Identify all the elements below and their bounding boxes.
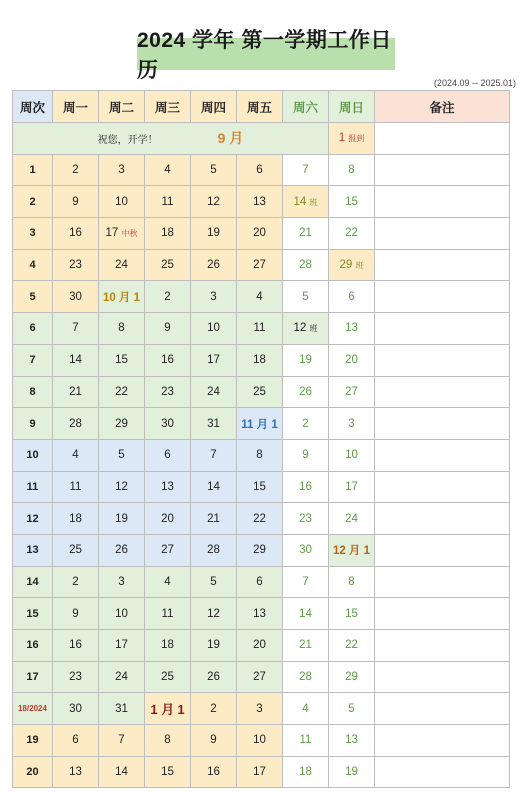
- header-row: [13, 91, 510, 123]
- day-cell: 11: [145, 598, 191, 630]
- day: 1: [177, 702, 185, 718]
- date-range: (2024.09 -- 2025.01): [433, 78, 516, 88]
- day-cell: 11: [283, 725, 329, 757]
- week-number: 13: [13, 534, 53, 566]
- day-cell: 2: [53, 566, 99, 598]
- day-cell: 7: [283, 566, 329, 598]
- holiday-tag: 中秋: [121, 229, 138, 239]
- note-cell: [375, 439, 510, 471]
- header-mon: 周一: [53, 91, 99, 123]
- day-cell: 25: [145, 249, 191, 281]
- week-row: [13, 249, 510, 281]
- day-cell: 15: [145, 756, 191, 788]
- day-cell: 31: [99, 693, 145, 725]
- day-cell: 4: [53, 439, 99, 471]
- day-cell: 5: [283, 281, 329, 313]
- day-cell: 19: [99, 503, 145, 535]
- note-cell: [375, 281, 510, 313]
- week-number: 6: [13, 313, 53, 345]
- day-cell: 17: [99, 630, 145, 662]
- day-cell: 24: [329, 503, 375, 535]
- day-cell: 24: [99, 249, 145, 281]
- day-cell: 16: [145, 344, 191, 376]
- day-cell: 16: [53, 630, 99, 662]
- day-cell: 15: [329, 186, 375, 218]
- workday-tag: 班: [355, 261, 364, 271]
- day-cell: 14: [53, 344, 99, 376]
- day-cell: 13: [329, 313, 375, 345]
- week-row: [13, 566, 510, 598]
- header-wed: 周三: [145, 91, 191, 123]
- day-cell: 18: [145, 630, 191, 662]
- day-cell: 11: [145, 186, 191, 218]
- day-cell: 6: [53, 725, 99, 757]
- day-cell: 2: [191, 693, 237, 725]
- day-cell: 13: [237, 598, 283, 630]
- day-cell: 20: [237, 630, 283, 662]
- note-cell: [375, 693, 510, 725]
- day-cell: [329, 534, 375, 566]
- day-cell: 19: [191, 218, 237, 250]
- day-cell: 20: [237, 218, 283, 250]
- cell-sun: [329, 123, 375, 155]
- week-number: 4: [13, 249, 53, 281]
- day: 14: [293, 195, 307, 208]
- day-cell: 21: [53, 376, 99, 408]
- day-cell: 21: [283, 630, 329, 662]
- day-cell: [99, 218, 145, 250]
- day-cell: 25: [145, 661, 191, 693]
- day-cell: [283, 186, 329, 218]
- week-number: 14: [13, 566, 53, 598]
- day-cell: 29: [329, 661, 375, 693]
- week-number: 12: [13, 503, 53, 535]
- day-cell: 17: [329, 471, 375, 503]
- week-number: 17: [13, 661, 53, 693]
- day-note: 报到: [348, 134, 365, 144]
- week-row: [13, 630, 510, 662]
- day-cell: 23: [53, 661, 99, 693]
- day-cell: 9: [53, 598, 99, 630]
- note-cell: [375, 218, 510, 250]
- day-cell: 31: [191, 408, 237, 440]
- week-row: [13, 218, 510, 250]
- day-cell: [99, 281, 145, 313]
- day-cell: 16: [191, 756, 237, 788]
- day-cell: 24: [99, 661, 145, 693]
- day-cell: 6: [329, 281, 375, 313]
- day: 1: [338, 132, 346, 145]
- day-cell: 17: [237, 756, 283, 788]
- day-cell: 25: [237, 376, 283, 408]
- day-cell: 3: [99, 154, 145, 186]
- day-cell: 13: [237, 186, 283, 218]
- day-cell: 19: [191, 630, 237, 662]
- week-number: 8: [13, 376, 53, 408]
- day-cell: 9: [283, 439, 329, 471]
- day-cell: 4: [237, 281, 283, 313]
- day-cell: 28: [53, 408, 99, 440]
- month-label: 10 月: [102, 291, 131, 304]
- day-cell: 10: [99, 598, 145, 630]
- day-cell: 3: [329, 408, 375, 440]
- workday-tag: 班: [309, 197, 318, 207]
- day-cell: 27: [237, 661, 283, 693]
- month-label: 12 月: [332, 545, 361, 558]
- day-cell: 10: [237, 725, 283, 757]
- week-row: [13, 661, 510, 693]
- week-number: 7: [13, 344, 53, 376]
- day-cell: 6: [237, 154, 283, 186]
- header-notes: 备注: [375, 91, 510, 123]
- day-cell: 10: [191, 313, 237, 345]
- note-cell: [375, 630, 510, 662]
- day-cell: 30: [283, 534, 329, 566]
- day-cell: 3: [237, 693, 283, 725]
- note-cell: [375, 408, 510, 440]
- week-row: [13, 471, 510, 503]
- day-cell: 13: [53, 756, 99, 788]
- day-cell: 4: [145, 154, 191, 186]
- week-number: 3: [13, 218, 53, 250]
- day-cell: 3: [191, 281, 237, 313]
- day-cell: 17: [191, 344, 237, 376]
- day-cell: 20: [329, 344, 375, 376]
- day-cell: 9: [53, 186, 99, 218]
- day-cell: 4: [283, 693, 329, 725]
- day: 1: [133, 291, 141, 304]
- day-cell: 8: [329, 154, 375, 186]
- day-cell: 4: [145, 566, 191, 598]
- workday-tag: 班: [309, 324, 318, 334]
- day-cell: 9: [191, 725, 237, 757]
- day-cell: 18: [53, 503, 99, 535]
- header-week: 周次: [13, 91, 53, 123]
- day-cell: 7: [191, 439, 237, 471]
- day-cell: 23: [283, 503, 329, 535]
- week-row: [13, 154, 510, 186]
- week-row: [13, 693, 510, 725]
- day-cell: [237, 408, 283, 440]
- day-cell: 10: [99, 186, 145, 218]
- day-cell: 2: [53, 154, 99, 186]
- week-number: 19: [13, 725, 53, 757]
- week-number: 15: [13, 598, 53, 630]
- week-number: 18/2024: [13, 693, 53, 725]
- day-cell: 2: [145, 281, 191, 313]
- day-cell: 22: [99, 376, 145, 408]
- day-cell: 15: [329, 598, 375, 630]
- note-cell: [375, 249, 510, 281]
- week-row: [13, 408, 510, 440]
- page-title: 2024 学年 第一学期工作日历: [137, 38, 395, 70]
- day-cell: 8: [237, 439, 283, 471]
- week-number: 11: [13, 471, 53, 503]
- day-cell: 18: [283, 756, 329, 788]
- week-number: 9: [13, 408, 53, 440]
- note-cell: [375, 123, 510, 155]
- day-cell: [329, 249, 375, 281]
- day-cell: 2: [283, 408, 329, 440]
- month-label: 1 月: [150, 702, 175, 718]
- note-cell: [375, 186, 510, 218]
- header-tue: 周二: [99, 91, 145, 123]
- week-number: 5: [13, 281, 53, 313]
- day-cell: 23: [145, 376, 191, 408]
- note-cell: [375, 344, 510, 376]
- week-row: [13, 725, 510, 757]
- day-cell: 11: [237, 313, 283, 345]
- day-cell: 18: [145, 218, 191, 250]
- day-cell: 24: [191, 376, 237, 408]
- day-cell: 7: [99, 725, 145, 757]
- banner-month: 9 月: [217, 130, 244, 147]
- week-row: [13, 313, 510, 345]
- week-row: [13, 281, 510, 313]
- week-number: 10: [13, 439, 53, 471]
- day-cell: 22: [329, 218, 375, 250]
- week-row: [13, 598, 510, 630]
- day-cell: 8: [99, 313, 145, 345]
- note-cell: [375, 756, 510, 788]
- note-cell: [375, 471, 510, 503]
- day-cell: 5: [191, 154, 237, 186]
- day-cell: 7: [283, 154, 329, 186]
- day-cell: 5: [99, 439, 145, 471]
- day-cell: 28: [283, 661, 329, 693]
- day-cell: 9: [145, 313, 191, 345]
- day-cell: 6: [237, 566, 283, 598]
- day-cell: 16: [53, 218, 99, 250]
- header-sat: 周六: [283, 91, 329, 123]
- day-cell: 14: [283, 598, 329, 630]
- header-sun: 周日: [329, 91, 375, 123]
- day-cell: 27: [145, 534, 191, 566]
- day-cell: 11: [53, 471, 99, 503]
- note-cell: [375, 313, 510, 345]
- week-number: 20: [13, 756, 53, 788]
- banner-text: 祝您，开学！: [97, 135, 158, 147]
- day-cell: 25: [53, 534, 99, 566]
- week-row: [13, 344, 510, 376]
- day-cell: 26: [99, 534, 145, 566]
- day: 29: [339, 259, 353, 272]
- day-cell: 26: [191, 249, 237, 281]
- day-cell: 10: [329, 439, 375, 471]
- note-cell: [375, 534, 510, 566]
- day-cell: 12: [191, 186, 237, 218]
- day-cell: 30: [53, 281, 99, 313]
- day-cell: 23: [53, 249, 99, 281]
- day-cell: 19: [329, 756, 375, 788]
- note-cell: [375, 154, 510, 186]
- day-cell: 21: [191, 503, 237, 535]
- day-cell: 27: [329, 376, 375, 408]
- day-cell: 13: [145, 471, 191, 503]
- day-cell: 8: [145, 725, 191, 757]
- day-cell: 26: [283, 376, 329, 408]
- day-cell: 14: [99, 756, 145, 788]
- day: 17: [105, 227, 119, 240]
- note-cell: [375, 503, 510, 535]
- day-cell: 14: [191, 471, 237, 503]
- day-cell: 16: [283, 471, 329, 503]
- day-cell: [145, 693, 191, 725]
- note-cell: [375, 661, 510, 693]
- note-cell: [375, 598, 510, 630]
- day-cell: 5: [329, 693, 375, 725]
- day-cell: 30: [145, 408, 191, 440]
- banner-row: [13, 123, 510, 155]
- day-cell: 28: [283, 249, 329, 281]
- day-cell: 26: [191, 661, 237, 693]
- day: 12: [293, 322, 307, 335]
- day: 1: [271, 418, 278, 431]
- note-cell: [375, 725, 510, 757]
- day-cell: 12: [99, 471, 145, 503]
- week-row: [13, 534, 510, 566]
- header-thu: 周四: [191, 91, 237, 123]
- note-cell: [375, 376, 510, 408]
- day-cell: 13: [329, 725, 375, 757]
- day: 1: [363, 545, 371, 558]
- day-cell: 29: [237, 534, 283, 566]
- week-number: 16: [13, 630, 53, 662]
- day-cell: [283, 313, 329, 345]
- week-row: [13, 503, 510, 535]
- day-cell: 12: [191, 598, 237, 630]
- day-cell: 6: [145, 439, 191, 471]
- day-cell: 22: [329, 630, 375, 662]
- week-row: [13, 439, 510, 471]
- week-row: [13, 376, 510, 408]
- header-fri: 周五: [237, 91, 283, 123]
- day-cell: 21: [283, 218, 329, 250]
- day-cell: 20: [145, 503, 191, 535]
- opening-banner: [13, 123, 329, 155]
- day-cell: 8: [329, 566, 375, 598]
- calendar-table: [12, 90, 510, 788]
- day-cell: 30: [53, 693, 99, 725]
- day-cell: 5: [191, 566, 237, 598]
- month-label: 11 月: [241, 418, 269, 431]
- week-number: 2: [13, 186, 53, 218]
- day-cell: 19: [283, 344, 329, 376]
- day-cell: 18: [237, 344, 283, 376]
- day-cell: 22: [237, 503, 283, 535]
- day-cell: 29: [99, 408, 145, 440]
- day-cell: 3: [99, 566, 145, 598]
- day-cell: 15: [99, 344, 145, 376]
- day-cell: 28: [191, 534, 237, 566]
- note-cell: [375, 566, 510, 598]
- day-cell: 15: [237, 471, 283, 503]
- day-cell: 27: [237, 249, 283, 281]
- week-row: [13, 756, 510, 788]
- week-number: 1: [13, 154, 53, 186]
- day-cell: 7: [53, 313, 99, 345]
- week-row: [13, 186, 510, 218]
